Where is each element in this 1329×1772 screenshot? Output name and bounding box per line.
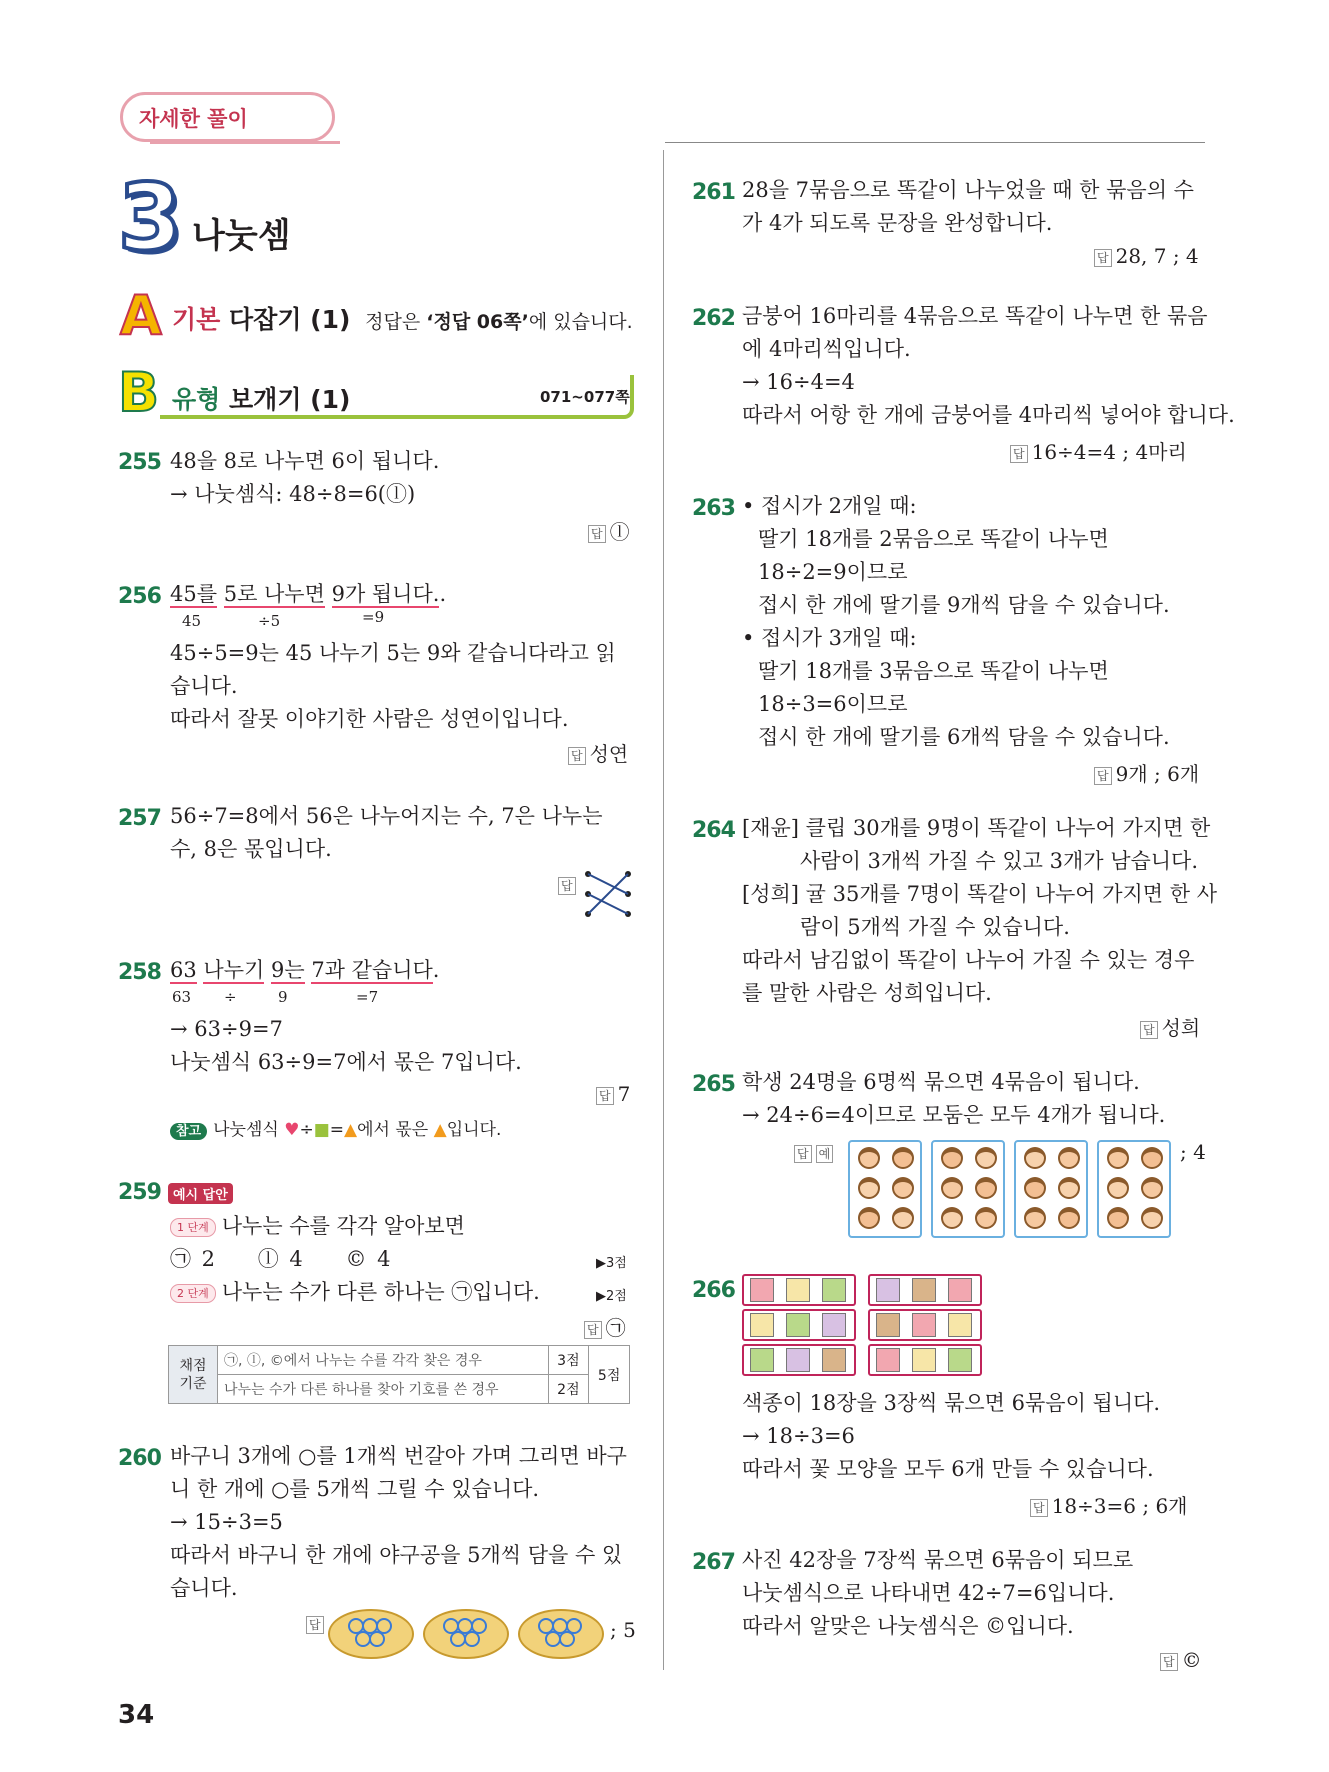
problem-number: 263	[692, 496, 735, 521]
step-badge: 1 단계	[170, 1218, 216, 1237]
colored-paper	[876, 1348, 900, 1372]
square-symbol: ■	[313, 1120, 330, 1140]
header-badge	[120, 92, 335, 142]
grading-criterion: ㉠, ⓛ, ©에서 나누는 수를 각각 찾은 경우	[218, 1346, 549, 1375]
answer-label: 답	[596, 1087, 614, 1105]
colored-paper	[822, 1278, 846, 1302]
translation-mark: =9	[362, 608, 385, 626]
section-a-title-a: 기본	[172, 305, 221, 334]
reference-note	[170, 1115, 501, 1140]
note-text: 입니다.	[446, 1120, 502, 1140]
answer-label: 답	[1160, 1653, 1178, 1671]
student-face-icon	[892, 1207, 914, 1229]
student-face-icon	[892, 1177, 914, 1199]
colored-paper	[876, 1278, 900, 1302]
period: .	[432, 958, 440, 982]
triangle-symbol: ▲	[433, 1120, 447, 1140]
paper-group	[742, 1274, 856, 1306]
solution-line	[170, 1243, 391, 1276]
answer-label: 답	[1094, 249, 1112, 267]
points: ▶2점	[596, 1289, 627, 1304]
grading-total: 5점	[589, 1346, 630, 1404]
paper-groups-diagram	[742, 1274, 992, 1380]
answer-label: 답	[588, 525, 606, 543]
solution-line: 에 4마리씩입니다.	[742, 337, 911, 361]
student-face-icon	[892, 1147, 914, 1169]
underlined-phrase: 9가 됩니다.	[331, 582, 440, 606]
translation-mark: ÷	[224, 988, 237, 1006]
solution-line: 따라서 바구니 한 개에 야구공을 5개씩 담을 수 있	[170, 1543, 623, 1567]
section-a-title-b: 다잡기 (1)	[229, 305, 351, 334]
colored-paper	[822, 1313, 846, 1337]
underlined-phrase: 7과 같습니다	[311, 958, 433, 982]
solution-line: → 18÷3=6	[742, 1424, 855, 1448]
problem-number: 262	[692, 306, 735, 331]
student-face-icon	[1024, 1177, 1046, 1199]
colored-paper	[750, 1348, 774, 1372]
solution-line: 28을 7묶음으로 똑같이 나누었을 때 한 묶음의 수	[742, 178, 1194, 202]
colored-paper	[876, 1313, 900, 1337]
solution-line: 접시 한 개에 딸기를 6개씩 담을 수 있습니다.	[758, 725, 1170, 749]
answer-label: 답	[1140, 1021, 1158, 1039]
matching-lines-answer	[582, 868, 634, 920]
solution-line: 18÷2=9이므로	[758, 560, 908, 584]
solution-line: 따라서 어항 한 개에 금붕어를 4마리씩 넣어야 합니다.	[742, 403, 1235, 427]
problem-number: 261	[692, 180, 735, 205]
solution-line: → 나눗셈식: 48÷8=6(ⓛ)	[170, 482, 416, 506]
note-text: 에서 몫은	[357, 1120, 434, 1140]
section-b-title	[172, 380, 350, 416]
value: ㉠ 2	[170, 1247, 216, 1271]
grading-table	[168, 1345, 630, 1404]
value: ⓛ 4	[257, 1247, 303, 1271]
colored-paper	[786, 1348, 810, 1372]
answer	[1010, 436, 1187, 465]
solution-line: 수, 8은 몫입니다.	[170, 837, 332, 861]
section-a-note	[365, 311, 633, 333]
paper-group	[868, 1309, 982, 1341]
solution-line: 사진 42장을 7장씩 묶으면 6묶음이 되므로	[742, 1548, 1134, 1572]
solution-line: 니 한 개에 ○를 5개씩 그릴 수 있습니다.	[170, 1477, 540, 1501]
answer-value: 18÷3=6 ; 6개	[1051, 1494, 1188, 1518]
reference-tag: 참고	[170, 1123, 207, 1140]
points: ▶3점	[596, 1256, 627, 1271]
answer-label: 답	[568, 747, 586, 765]
paper-group	[868, 1274, 982, 1306]
example-tag: 예	[816, 1145, 834, 1163]
header-badge-text: 자세한 풀이	[139, 107, 248, 131]
solution-line: 람이 5개씩 가질 수 있습니다.	[800, 915, 1070, 939]
answer	[1160, 1648, 1202, 1672]
answer-value: 16÷4=4 ; 4마리	[1031, 440, 1187, 464]
student-face-icon	[858, 1147, 880, 1169]
colored-paper	[948, 1313, 972, 1337]
section-a-title	[172, 300, 633, 336]
student-face-icon	[1058, 1207, 1080, 1229]
underlined-phrase: 45를	[170, 582, 218, 606]
grading-points: 3점	[548, 1346, 589, 1375]
section-b-title-a: 유형	[172, 385, 221, 414]
solution-line: 금붕어 16마리를 4묶음으로 똑같이 나누면 한 묶음	[742, 304, 1208, 328]
student-face-icon	[975, 1147, 997, 1169]
heart-symbol: ♥	[284, 1120, 300, 1140]
student-face-icon	[1107, 1207, 1129, 1229]
section-a-note-suffix: 에 있습니다.	[528, 311, 633, 333]
grading-points: 2점	[548, 1375, 589, 1404]
answer	[1094, 244, 1199, 268]
solution-line	[170, 578, 446, 611]
student-face-icon	[941, 1147, 963, 1169]
solution-line: 따라서 알맞은 나눗셈식은 ©입니다.	[742, 1614, 1074, 1638]
solution-line: • 접시가 2개일 때:	[742, 494, 917, 518]
translation-mark: =7	[356, 988, 379, 1006]
solution-line: 색종이 18장을 3장씩 묶으면 6묶음이 됩니다.	[742, 1391, 1161, 1415]
student-face-icon	[941, 1177, 963, 1199]
underlined-phrase: 5로 나누면	[223, 582, 325, 606]
solution-line: 를 말한 사람은 성희입니다.	[742, 981, 992, 1005]
paper-group	[868, 1344, 982, 1376]
section-a-icon: A	[120, 284, 162, 347]
solution-line: 48을 8로 나누면 6이 됩니다.	[170, 449, 440, 473]
answer-label: 답	[306, 1616, 324, 1634]
solution-line: → 16÷4=4	[742, 370, 855, 394]
section-b-icon: B	[118, 361, 160, 424]
student-face-icon	[1058, 1177, 1080, 1199]
translation-mark: 45	[182, 612, 202, 630]
header-rule-left	[150, 141, 340, 144]
solution-line	[170, 1210, 465, 1243]
colored-paper	[912, 1348, 936, 1372]
solution-line: 나눗셈식으로 나타내면 42÷7=6입니다.	[742, 1581, 1115, 1605]
note-text: ÷	[299, 1120, 314, 1140]
student-face-icon	[1141, 1177, 1163, 1199]
answer	[1030, 1490, 1188, 1519]
step-text: 나누는 수를 각각 알아보면	[221, 1214, 465, 1238]
answer	[584, 1312, 626, 1341]
solution-line: 18÷3=6이므로	[758, 692, 908, 716]
solution-line: 따라서 잘못 이야기한 사람은 성연이입니다.	[170, 707, 569, 731]
baskets-answer	[326, 1606, 606, 1662]
period: .	[439, 582, 447, 606]
student-face-icon	[1141, 1147, 1163, 1169]
solution-line: [성희] 귤 35개를 7명이 똑같이 나누어 가지면 한 사	[742, 882, 1218, 906]
solution-line	[170, 1276, 540, 1309]
answer-value: ; 4	[1180, 1140, 1206, 1164]
solution-line: → 63÷9=7	[170, 1017, 283, 1041]
student-face-icon	[1107, 1147, 1129, 1169]
problem-number: 266	[692, 1278, 735, 1303]
answer	[558, 872, 580, 896]
answer-value: ©	[1181, 1648, 1202, 1672]
translation-mark: 9	[278, 988, 288, 1006]
solution-line	[170, 954, 439, 987]
solution-line: 학생 24명을 6명씩 묶으면 4묶음이 됩니다.	[742, 1070, 1140, 1094]
student-face-icon	[858, 1177, 880, 1199]
student-face-icon	[1024, 1147, 1046, 1169]
problem-number: 258	[118, 960, 161, 985]
answer-label: 답	[1030, 1499, 1048, 1517]
colored-paper	[822, 1348, 846, 1372]
answer	[1140, 1012, 1200, 1041]
colored-paper	[750, 1313, 774, 1337]
solution-line: 나눗셈식 63÷9=7에서 몫은 7입니다.	[170, 1050, 522, 1074]
answer-value: 28, 7 ; 4	[1115, 244, 1199, 268]
answer	[1094, 758, 1199, 787]
colored-paper	[948, 1278, 972, 1302]
note-text: =	[329, 1120, 345, 1140]
problem-number: 257	[118, 806, 161, 831]
student-face-icon	[975, 1207, 997, 1229]
solution-line: 습니다.	[170, 1576, 238, 1600]
student-face-icon	[941, 1207, 963, 1229]
student-face-icon	[1058, 1147, 1080, 1169]
step-text: 나누는 수가 다른 하나는 ㉠입니다.	[221, 1280, 540, 1304]
example-answer-tag: 예시 답안	[168, 1183, 233, 1204]
grading-label: 채점 기준	[169, 1346, 218, 1404]
student-group	[1097, 1140, 1171, 1238]
triangle-symbol: ▲	[344, 1120, 358, 1140]
solution-line: → 24÷6=4이므로 모둠은 모두 4개가 됩니다.	[742, 1103, 1166, 1127]
problem-number: 255	[118, 450, 161, 475]
column-divider	[663, 150, 664, 1670]
student-face-icon	[975, 1177, 997, 1199]
colored-paper	[750, 1278, 774, 1302]
student-face-icon	[1024, 1207, 1046, 1229]
student-group	[848, 1140, 922, 1238]
paper-group	[742, 1344, 856, 1376]
answer-label: 답	[558, 877, 576, 895]
problem-number: 259	[118, 1180, 161, 1205]
solution-line: 딸기 18개를 3묶음으로 똑같이 나누면	[758, 659, 1109, 683]
student-groups-answer	[848, 1140, 1178, 1240]
solution-line: • 접시가 3개일 때:	[742, 626, 917, 650]
student-group	[1014, 1140, 1088, 1238]
student-face-icon	[1107, 1177, 1129, 1199]
solution-line: 사람이 3개씩 가질 수 있고 3개가 남습니다.	[800, 849, 1199, 873]
problem-number: 264	[692, 818, 735, 843]
underlined-phrase: 63	[170, 958, 197, 982]
answer-label-wrap	[306, 1614, 328, 1634]
answer-value: ㉠	[605, 1316, 626, 1340]
solution-line: 바구니 3개에 ○를 1개씩 번갈아 가며 그리면 바구	[170, 1444, 627, 1468]
answer-value: ; 5	[610, 1618, 636, 1642]
answer-value: 성희	[1161, 1016, 1201, 1040]
note-text: 나눗셈식	[213, 1120, 285, 1140]
paper-group	[742, 1309, 856, 1341]
problem-number: 267	[692, 1550, 735, 1575]
value: © 4	[345, 1247, 391, 1271]
solution-line: 접시 한 개에 딸기를 9개씩 담을 수 있습니다.	[758, 593, 1170, 617]
colored-paper	[912, 1278, 936, 1302]
answer-value: 성연	[589, 742, 629, 766]
answer	[596, 1082, 630, 1106]
answer-value: 7	[617, 1082, 631, 1106]
header-rule-right	[665, 142, 1205, 143]
solution-line: → 15÷3=5	[170, 1510, 283, 1534]
chapter-number: 3	[118, 164, 183, 271]
step-badge: 2 단계	[170, 1284, 216, 1303]
student-group	[931, 1140, 1005, 1238]
chapter-title: 나눗셈	[192, 216, 291, 256]
colored-paper	[912, 1313, 936, 1337]
solution-line: 습니다.	[170, 674, 238, 698]
answer-value: 9개 ; 6개	[1115, 762, 1200, 786]
underlined-phrase: 나누기	[203, 958, 265, 982]
problem-number: 256	[118, 584, 161, 609]
answer	[588, 516, 630, 545]
solution-line: [재윤] 클립 30개를 9명이 똑같이 나누어 가지면 한	[742, 816, 1211, 840]
answer-label-wrap	[794, 1140, 837, 1164]
student-face-icon	[858, 1207, 880, 1229]
section-b-title-b: 보개기 (1)	[229, 385, 351, 414]
solution-line: 따라서 남김없이 똑같이 나누어 가질 수 있는 경우	[742, 948, 1195, 972]
solution-line: 45÷5=9는 45 나누기 5는 9와 같습니다라고 읽	[170, 641, 616, 665]
section-b-pages: 071~077쪽	[540, 388, 630, 406]
student-face-icon	[1141, 1207, 1163, 1229]
answer-value: ⓛ	[609, 520, 630, 544]
solution-line: 가 4가 되도록 문장을 완성합니다.	[742, 211, 1053, 235]
answer	[568, 738, 628, 767]
problem-number: 260	[118, 1446, 161, 1471]
translation-mark: ÷5	[258, 612, 281, 630]
solution-line: 딸기 18개를 2묶음으로 똑같이 나누면	[758, 527, 1109, 551]
section-a-note-prefix: 정답은	[365, 311, 427, 333]
solution-line: 따라서 꽃 모양을 모두 6개 만들 수 있습니다.	[742, 1457, 1154, 1481]
grading-criterion: 나누는 수가 다른 하나를 찾아 기호를 쓴 경우	[218, 1375, 549, 1404]
solution-line: 56÷7=8에서 56은 나누어지는 수, 7은 나누는	[170, 804, 603, 828]
page-number: 34	[118, 1700, 155, 1730]
colored-paper	[786, 1313, 810, 1337]
answer-label: 답	[794, 1145, 812, 1163]
answer-label: 답	[584, 1321, 602, 1339]
section-a-note-bold: ‘정답 06쪽’	[426, 311, 529, 333]
colored-paper	[948, 1348, 972, 1372]
colored-paper	[786, 1278, 810, 1302]
problem-number: 265	[692, 1072, 735, 1097]
underlined-phrase: 9는	[270, 958, 305, 982]
answer-label: 답	[1010, 445, 1028, 463]
translation-mark: 63	[172, 988, 192, 1006]
answer-label: 답	[1094, 767, 1112, 785]
